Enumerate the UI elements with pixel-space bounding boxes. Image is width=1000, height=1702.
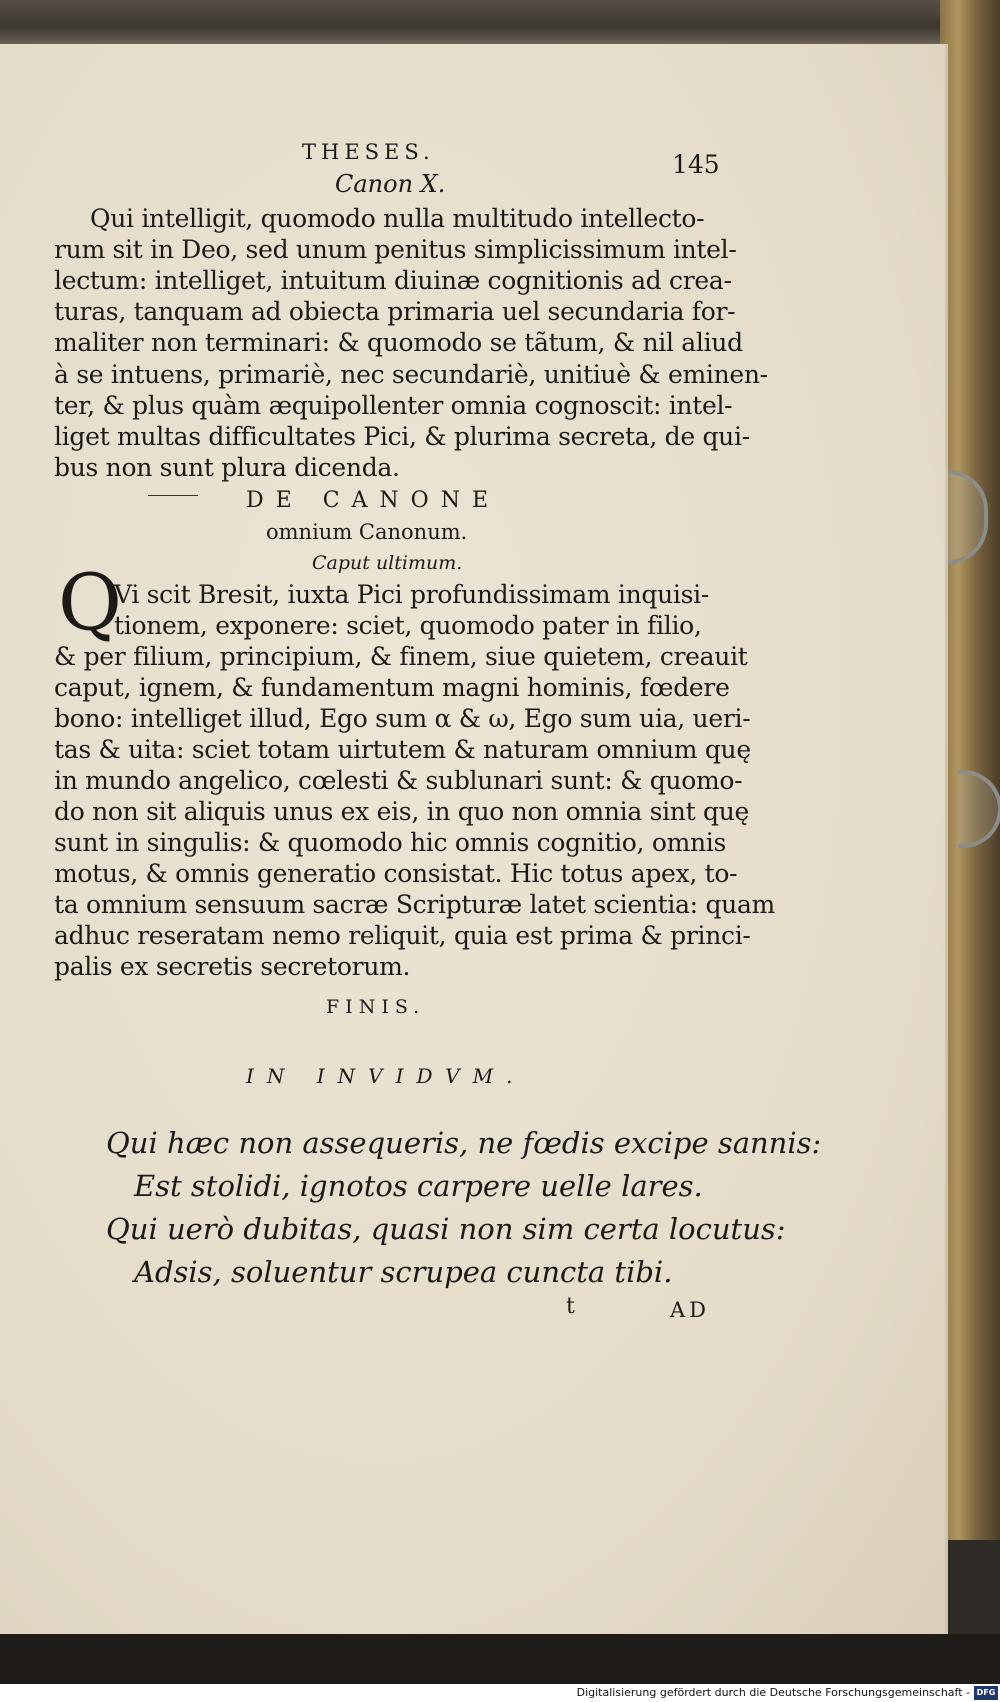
drop-cap: Q xyxy=(58,558,122,648)
chapter-line: sunt in singulis: & quomodo hic omnis cognitio, omnis xyxy=(54,828,727,857)
canon-title: Canon X. xyxy=(335,170,446,198)
body-line: turas, tanquam ad obiecta primaria uel secundaria for- xyxy=(54,297,736,326)
body-line: liget multas difficultates Pici, & plurima secreta, de qui- xyxy=(54,422,750,451)
body-line: ter, & plus quàm æquipollenter omnia cognoscit: intel- xyxy=(54,391,733,420)
chapter-line: ta omnium sensuum sacræ Scripturæ latet scientia: quam xyxy=(54,890,775,919)
poem-line: Qui uerò dubitas, quasi non sim certa locutus: xyxy=(106,1212,786,1246)
poem-line: Est stolidi, ignotos carpere uelle lares. xyxy=(134,1169,703,1203)
poem-line: Qui hæc non assequeris, ne fœdis excipe sannis: xyxy=(106,1126,822,1160)
dfg-logo: DFG xyxy=(974,1686,998,1700)
chapter-line: motus, & omnis generatio consistat. Hic totus apex, to- xyxy=(54,859,738,888)
footer-bar xyxy=(0,1684,1000,1702)
chapter-line: tas & uita: sciet totam uirtutem & naturam omnium quę xyxy=(54,735,751,764)
section-heading: DE CANONE xyxy=(246,488,501,513)
chapter-line: do non sit aliquis unus ex eis, in quo non omnia sint quę xyxy=(54,797,749,826)
chapter-line: Vi scit Bresit, iuxta Pici profundissimam inquisi- xyxy=(114,580,709,609)
chapter-line: bono: intelliget illud, Ego sum α & ω, Ego sum uia, ueri- xyxy=(54,704,751,733)
body-line: Qui intelligit, quomodo nulla multitudo intellecto- xyxy=(90,204,705,233)
chapter-line: adhuc reseratam nemo reliquit, quia est prima & princi- xyxy=(54,921,751,950)
body-line: lectum: intelliget, intuitum diuinæ cognitionis ad crea- xyxy=(54,266,732,295)
section-subheading: omnium Canonum. xyxy=(266,520,468,544)
scan-background-bottom xyxy=(0,1634,1000,1684)
chapter-line: tionem, exponere: sciet, quomodo pater in filio, xyxy=(114,611,702,640)
running-head: THESES. xyxy=(302,140,435,164)
chapter-line: & per filium, principium, & finem, siue quietem, creauit xyxy=(54,642,748,671)
chapter-label: Caput ultimum. xyxy=(312,552,463,574)
chapter-line: palis ex secretis secretorum. xyxy=(54,952,411,981)
poem-title: IN INVIDVM. xyxy=(246,1064,526,1088)
finis-label: FINIS. xyxy=(326,996,426,1018)
poem-line: Adsis, soluentur scrupea cuncta tibi. xyxy=(134,1255,673,1289)
chapter-line: in mundo angelico, cœlesti & sublunari sunt: & quomo- xyxy=(54,766,743,795)
catchword: AD xyxy=(670,1298,711,1322)
body-line: bus non sunt plura dicenda. xyxy=(54,453,400,482)
book-binding-top xyxy=(0,0,940,44)
body-line: maliter non terminari: & quomodo se tãtum, & nil aliud xyxy=(54,328,743,357)
decorative-rule xyxy=(148,495,198,496)
body-line: à se intuens, primariè, nec secundariè, unitiuè & eminen- xyxy=(54,360,768,389)
chapter-line: caput, ignem, & fundamentum magni hominis, fœdere xyxy=(54,673,730,702)
signature-mark: t xyxy=(566,1294,575,1319)
footer-credit: Digitalisierung gefördert durch die Deutsche Forschungsgemeinschaft - xyxy=(576,1686,970,1699)
page-number: 145 xyxy=(672,150,720,179)
body-line: rum sit in Deo, sed unum penitus simplicissimum intel- xyxy=(54,235,737,264)
